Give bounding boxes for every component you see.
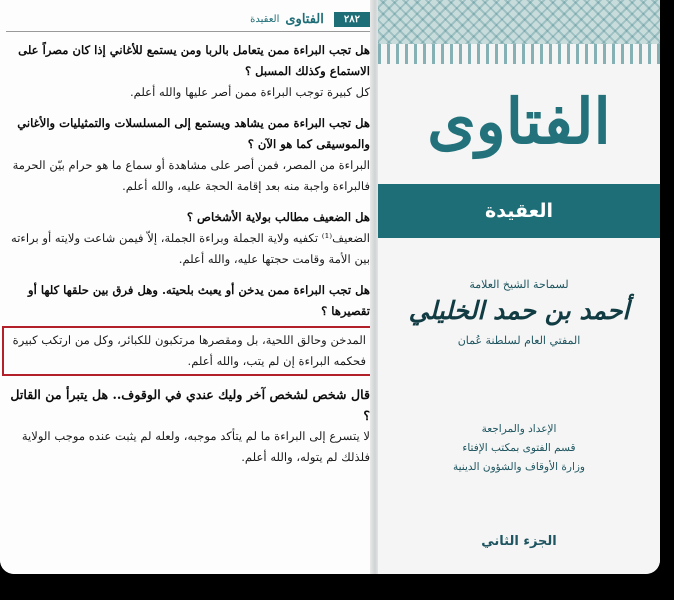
fatwa-question: هل الضعيف مطالب بولاية الأشخاص ؟ [186,210,370,224]
cover-calligraphy-band [378,44,660,64]
preparation-info [378,420,660,477]
screen-bezel [660,0,674,600]
fatwa-entry [6,207,370,270]
author-prefix: لسماحة الشيخ العلامة [469,278,569,291]
header-subtitle: العقيدة [250,13,280,25]
fatwa-question: قال شخص لشخص آخر وليك عندي في الوقوف.. هل يتبرأ من القاتل ؟ [10,387,370,423]
prep-label: الإعداد والمراجعة [481,423,557,435]
prep-ministry: وزارة الأوقاف والشؤون الدينية [453,461,585,473]
fatwa-answer: الضعيف⁽¹⁾ تكفيه ولاية الجملة وبراءة الجملة، إلاّ فيمن شاعت ولايته أو براءته بين الأمة وقامت حجتها عليه، والله أعلم. [10,231,370,266]
volume-label: الجزء الثاني [481,534,557,549]
cover-section-label: العقيدة [485,200,553,222]
header-divider [6,31,370,32]
fatwa-content [6,40,370,478]
fatwa-entry [6,113,370,197]
highlighted-answer: المدخن وحالق اللحية، بل ومقصرها مرتكبون للكبائر، وكل من ارتكب كبيرة فحكمه البراءة إن لم يتب، والله أعلم. [2,326,374,376]
fatwa-entry [6,40,370,103]
page-number: ٢٨٢ [334,12,370,27]
fatwa-answer: البراءة من المصر، فمن أصر على مشاهدة أو سماع ما هو حرام بيّن الحرمة فالبراءة واجبة منه بعد إقامة الحجة عليه، والله أعلم. [12,158,370,193]
fatwa-answer: كل كبيرة توجب البراءة ممن أصر عليها والله أعلم. [129,85,370,99]
fatwa-entry [6,384,370,468]
book-cover [378,0,660,574]
fatwa-question: هل تجب البراءة ممن يتعامل بالربا ومن يستمع للأغاني إذا كان مصراً على الاستماع وكذلك المسبل ؟ [18,43,370,78]
cover-ornament [378,0,660,44]
fatwa-question: هل تجب البراءة ممن يشاهد ويستمع إلى المسلسلات والتمثيليات والأغاني والموسيقى كما هو الآن ؟ [17,116,370,151]
author-name: أحمد بن حمد الخليلي [408,296,630,325]
fatwa-entry [6,280,370,322]
cover-title: الفتاوى [427,85,611,158]
cover-section-bar [378,184,660,238]
author-position: المفتي العام لسلطنة عُمان [457,334,581,347]
fatwa-answer: لا يتسرع إلى البراءة ما لم يتأكد موجبه، ولعله لم يثبت عنده موجب الولاية فلذلك لم يتوله، والله أعلم. [21,429,370,464]
fatwa-question: هل تجب البراءة ممن يدخن أو يعبث بلحيته. وهل فرق بين حلقها كلها أو تقصيرها ؟ [28,283,370,318]
page-header [230,8,370,30]
prep-department: قسم الفتوى بمكتب الإفتاء [462,442,576,454]
header-title: الفتاوى [285,11,324,27]
